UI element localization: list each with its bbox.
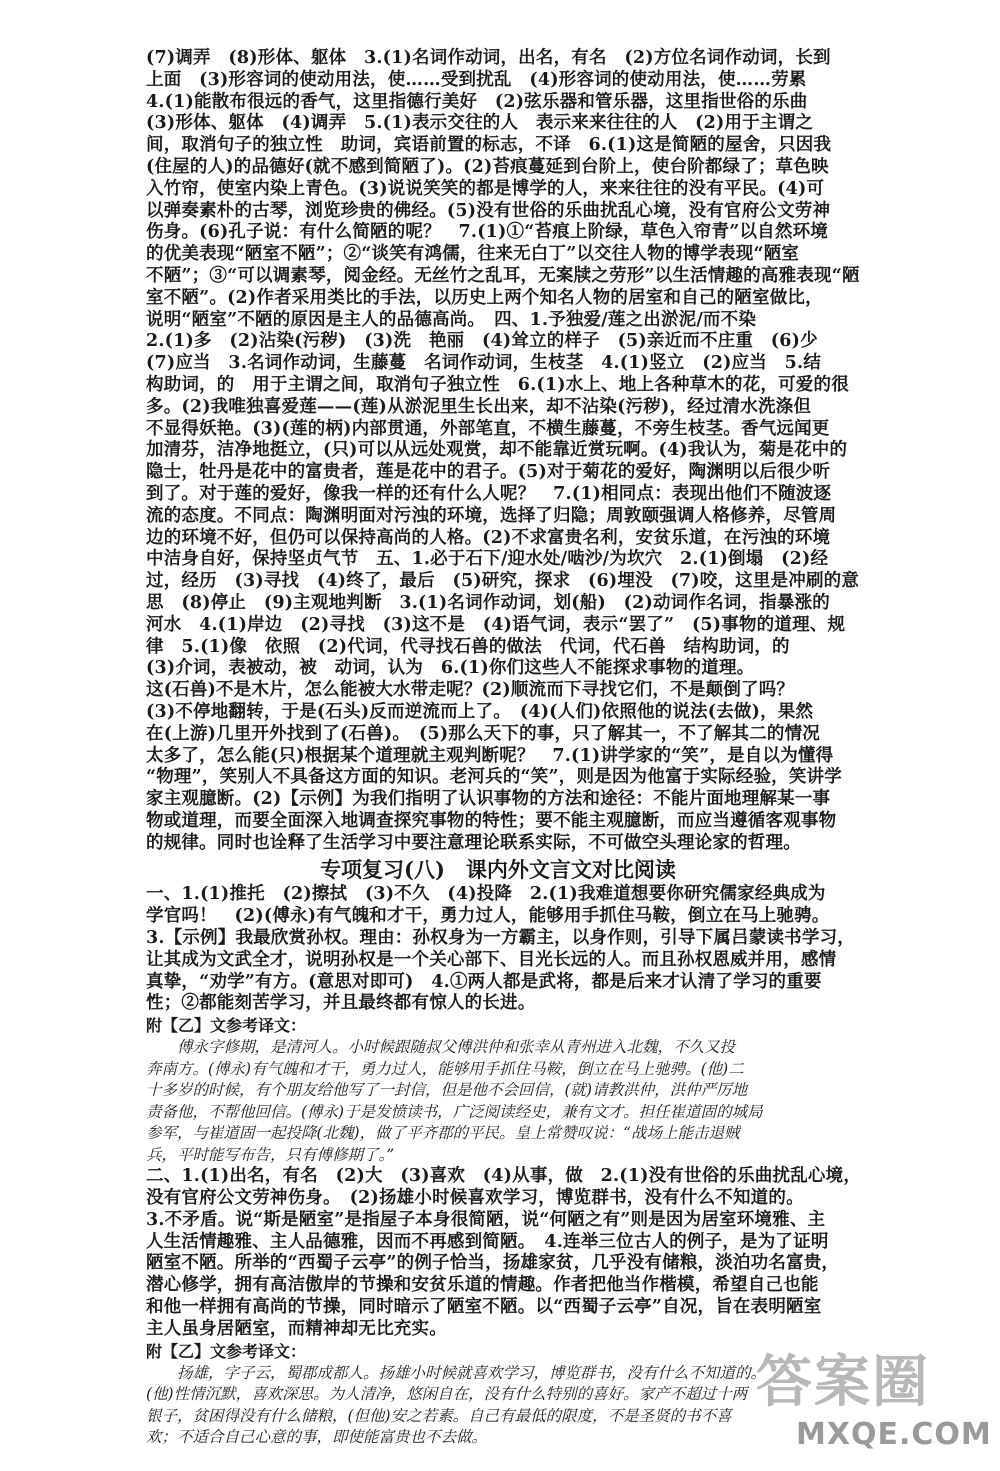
text-line: 太多了，怎么能(只)根据某个道理就主观判断呢？ 7.(1)讲学家的“笑”，是自以为懂得	[146, 745, 834, 766]
text-line: 流的态度。不同点：陶渊明面对污浊的环境，选择了归隐；周敦颐强调人格修养，尽管周	[146, 505, 837, 526]
text-line: (3)不停地翻转，于是(石头)反而逆流而上了。 (4)(人们)依照他的说法(去做)，果然	[146, 701, 814, 722]
text-line: 的规律。同时也诠释了生活学习中要注意理论联系实际，不可做空头理论家的哲理。	[146, 832, 801, 853]
text-line: 学官吗！ (2)(傅永)有气魄和才干，勇力过人，能够用手抓住马鞍，倒立在马上驰骋。	[146, 906, 830, 927]
text-line: 陋室不陋。所举的“西蜀子云亭”的例子恰当，扬雄家贫，几乎没有储粮，淡泊功名富贵，	[146, 1253, 840, 1274]
text-line: (7)应当 3.名词作动词，生藤蔓 名词作动词，生枝茎 4.(1)竖立 (2)应当 5.结	[146, 353, 822, 374]
text-line: 4.(1)能散布很远的香气，这里指德行美好 (2)弦乐器和管乐器，这里指世俗的乐曲	[146, 91, 808, 112]
text-line: (住屋的人)的品德好(就不感到简陋了)。(2)苔痕蔓延到台阶上，使台阶都绿了；草色映	[146, 156, 829, 177]
text-line: (3)形体、躯体 (4)调弄 5.(1)表示交往的人 表示来来往往的人 (2)用于主谓之	[146, 113, 814, 134]
text-line: 没有官府公文劳神伤身。 (2)扬雄小时候喜欢学习，博览群书，没有什么不知道的。	[146, 1188, 804, 1209]
watermark-main-text: 答案圈	[756, 1350, 930, 1415]
text-line: 家主观臆断。(2)【示例】为我们指明了认识事物的方法和途径：不能片面地理解某一事	[146, 789, 831, 810]
text-line: 到了。对于莲的爱好，像我一样的还有什么人呢？ 7.(1)相同点：表现出他们不随波逐	[146, 483, 832, 504]
text-line: 入竹帘，使室内染上青色。(3)说说笑笑的都是博学的人，来来往往的没有平民。(4)可	[146, 178, 825, 199]
text-line: 思 (8)停止 (9)主观地判断 3.(1)名词作动词，划(船) (2)动词作名词，指暴涨的	[146, 592, 830, 613]
text-line: 二、1.(1)出名，有名 (2)大 (3)喜欢 (4)从事，做 2.(1)没有世俗的乐曲扰乱心境，	[146, 1166, 862, 1187]
text-line: “物理”，笑别人不具备这方面的知识。老河兵的“笑”，则是因为他富于实际经验，笑讲学	[146, 767, 842, 788]
text-line: 让其成为文武全才，说明孙权是一个关心部下、目光长远的人。而且孙权恩威并用，感情	[146, 949, 837, 970]
watermark-logo	[756, 1350, 992, 1461]
text-line: (7)调弄 (8)形体、躯体 3.(1)名词作动词，出名，有名 (2)方位名词作动词，长到	[146, 48, 831, 68]
text-line: 不陋”；③“可以调素琴，阅金经。无丝竹之乱耳，无案牍之劳形”以生活情趣的高雅表现“陋	[146, 265, 860, 286]
text-line: 间，取消句子的独立性 助词，宾语前置的标志，不译 6.(1)这是简陋的屋舍，只因我	[146, 135, 832, 156]
answer-block-1	[146, 48, 940, 854]
text-line: 主人虽身居陋室，而精神却无比充实。	[146, 1318, 447, 1339]
text-line: 3.【示例】我最欣赏孙权。理由：孙权身为一方霸主，以身作则，引导下属吕蒙读书学习，	[146, 928, 855, 949]
text-line: (3)介词，表被动，被 动词，认为 6.(1)你们这些人不能探求事物的道理。	[146, 658, 755, 679]
text-line: 欢；不适合自己心意的事，即使能富贵也不去做。	[146, 1428, 488, 1447]
annex-heading-2: 附【乙】文参考译文：	[146, 1341, 307, 1361]
text-line: 一、1.(1)推托 (2)擦拭 (3)不久 (4)投降 2.(1)我难道想要你研究儒家经典成为	[146, 884, 826, 905]
annex-heading-1: 附【乙】文参考译文：	[146, 1016, 307, 1036]
text-line: 上面 (3)形容词的使动用法，使……受到扰乱 (4)形容词的使动用法，使……劳累	[146, 69, 807, 90]
annex-translation-1	[146, 1037, 940, 1166]
text-line: 奔南方。(傅永)有气魄和才干，勇力过人，能够用手抓住马鞍，倒立在马上驰骋。(他)二	[146, 1059, 744, 1078]
text-line: 河水 4.(1)岸边 (2)寻找 (3)这不是 (4)语气词，表示“罢了” (5)事物的道理、规	[146, 614, 846, 635]
answer-block-2	[146, 884, 940, 1015]
text-line: 十多岁的时候，有个朋友给他写了一封信，但是他不会回信，(就)请教洪仲，洪仲严厉地	[146, 1081, 748, 1100]
text-line: 伤身。(6)孔子说：有什么简陋的呢？ 7.(1)①“苔痕上阶绿，草色入帘青”以自然环境	[146, 222, 828, 243]
text-line: 性；②都能刻苦学习，并且最终都有惊人的长进。	[146, 993, 536, 1014]
text-line: 银子，贫困得没有什么储粮，(但他)安之若素。自己有最低的限度，不是圣贤的书不喜	[146, 1406, 732, 1425]
text-line: 人生活情趣雅、主人品德雅，因而不再感到简陋。 4.连举三位古人的例子，是为了证明	[146, 1231, 829, 1252]
text-line: 3.不矛盾。说“斯是陋室”是指屋子本身很简陋，说“何陋之有”则是因为居室环境雅、主	[146, 1209, 826, 1230]
text-line: 室不陋”。(2)作者采用类比的手法，以历史上两个知名人物的居室和自己的陋室做比，	[146, 287, 823, 308]
text-line: 责备他，不帮他回信。(傅永)于是发愤读书，广泛阅读经史，兼有文才。担任崔道固的城局	[146, 1102, 763, 1121]
text-line: 边的环境不好，但仍可以保持高尚的人格。(2)不求富贵名利，安贫乐道，在污浊的环境	[146, 527, 831, 548]
text-line: 隐士，牡丹是花中的富贵者，莲是花中的君子。(5)对于菊花的爱好，陶渊明以后很少听	[146, 462, 831, 483]
text-line: 物或道理，而要全面深入地调查探究事物的特性；要不能主观臆断，而应当遵循客观事物	[146, 810, 837, 831]
text-line: 潜心修学，拥有高洁傲岸的节操和安贫乐道的情趣。作者把他当作楷模，希望自己也能	[146, 1275, 819, 1296]
text-line: 说明“陋室”不陋的原因是主人的品德高尚。 四、1.予独爱/莲之出淤泥/而不染	[146, 309, 757, 330]
text-line: 过，经历 (3)寻找 (4)终了，最后 (5)研究，探求 (6)埋没 (7)咬，这里是冲刷的意	[146, 571, 860, 592]
text-line: 2.(1)多 (2)沾染(污秽) (3)洗 艳丽 (4)耸立的样子 (5)亲近而不庄重 (6)少	[146, 331, 818, 352]
text-line: 和他一样拥有高尚的节操，同时暗示了陋室不陋。以“西蜀子云亭”自况，旨在表明陋室	[146, 1297, 822, 1318]
text-line: 这(石兽)不是木片，怎么能被大水带走呢？(2)顺流而下寻找它们，不是颠倒了吗？	[146, 680, 795, 701]
text-line: 兵，平时能写布告，只有傅修期了。”	[146, 1145, 395, 1164]
text-line: 扬雄，字子云，蜀郡成都人。扬雄小时候就喜欢学习，博览群书，没有什么不知道的。	[146, 1363, 767, 1382]
section-title: 专项复习(八) 课内外文言文对比阅读	[320, 857, 676, 883]
text-line: 真挚，“劝学”有方。(意思对即可) 4.①两人都是武将，都是后来才认清了学习的重要	[146, 971, 822, 992]
text-line: 律 5.(1)像 依照 (2)代词，代寻找石兽的做法 代词，代石兽 结构助词，的	[146, 636, 790, 657]
answer-block-3	[146, 1166, 940, 1340]
text-line: (他)性情沉默，喜欢深思。为人清净，悠闲自在，没有什么特别的喜好。家产不超过十两	[146, 1385, 748, 1404]
watermark-url-text: MXQE.COM	[796, 1417, 992, 1452]
text-line: 参军，与崔道固一起投降(北魏)，做了平齐郡的平民。皇上常赞叹说：“战场上能击退贼	[146, 1124, 740, 1143]
text-line: 构助词，的 用于主谓之间，取消句子独立性 6.(1)水上、地上各种草木的花，可爱的很	[146, 374, 849, 395]
text-line: 多。(2)我唯独喜爱莲——(莲)从淤泥里生长出来，却不沾染(污秽)，经过清水洗涤但	[146, 396, 812, 417]
text-line: 不显得妖艳。(3)(莲的柄)内部贯通，外部笔直，不横生藤蔓，不旁生枝茎。香气远闻更	[146, 418, 830, 439]
text-line: 加清芬，洁净地挺立，(只)可以从远处观赏，却不能靠近赏玩啊。(4)我认为，菊是花中的	[146, 440, 848, 461]
text-line: 以弹奏素朴的古琴，浏览珍贵的佛经。(5)没有世俗的乐曲扰乱心境，没有官府公文劳神	[146, 200, 831, 221]
text-line: 的优美表现“陋室不陋”；②“谈笑有鸿儒，往来无白丁”以交往人物的博学表现“陋室	[146, 244, 800, 265]
text-line: 在(上游)几里开外找到了(石兽)。 (5)那么天下的事，只了解其一，不了解其二的情况	[146, 723, 821, 744]
text-line: 中洁身自好，保持坚贞气节 五、1.必于石下/迎水处/啮沙/为坎穴 2.(1)倒塌 (2)经	[146, 549, 829, 570]
text-line: 傅永字修期，是清河人。小时候跟随叔父傅洪仲和张幸从青州进入北魏，不久又投	[146, 1038, 736, 1057]
